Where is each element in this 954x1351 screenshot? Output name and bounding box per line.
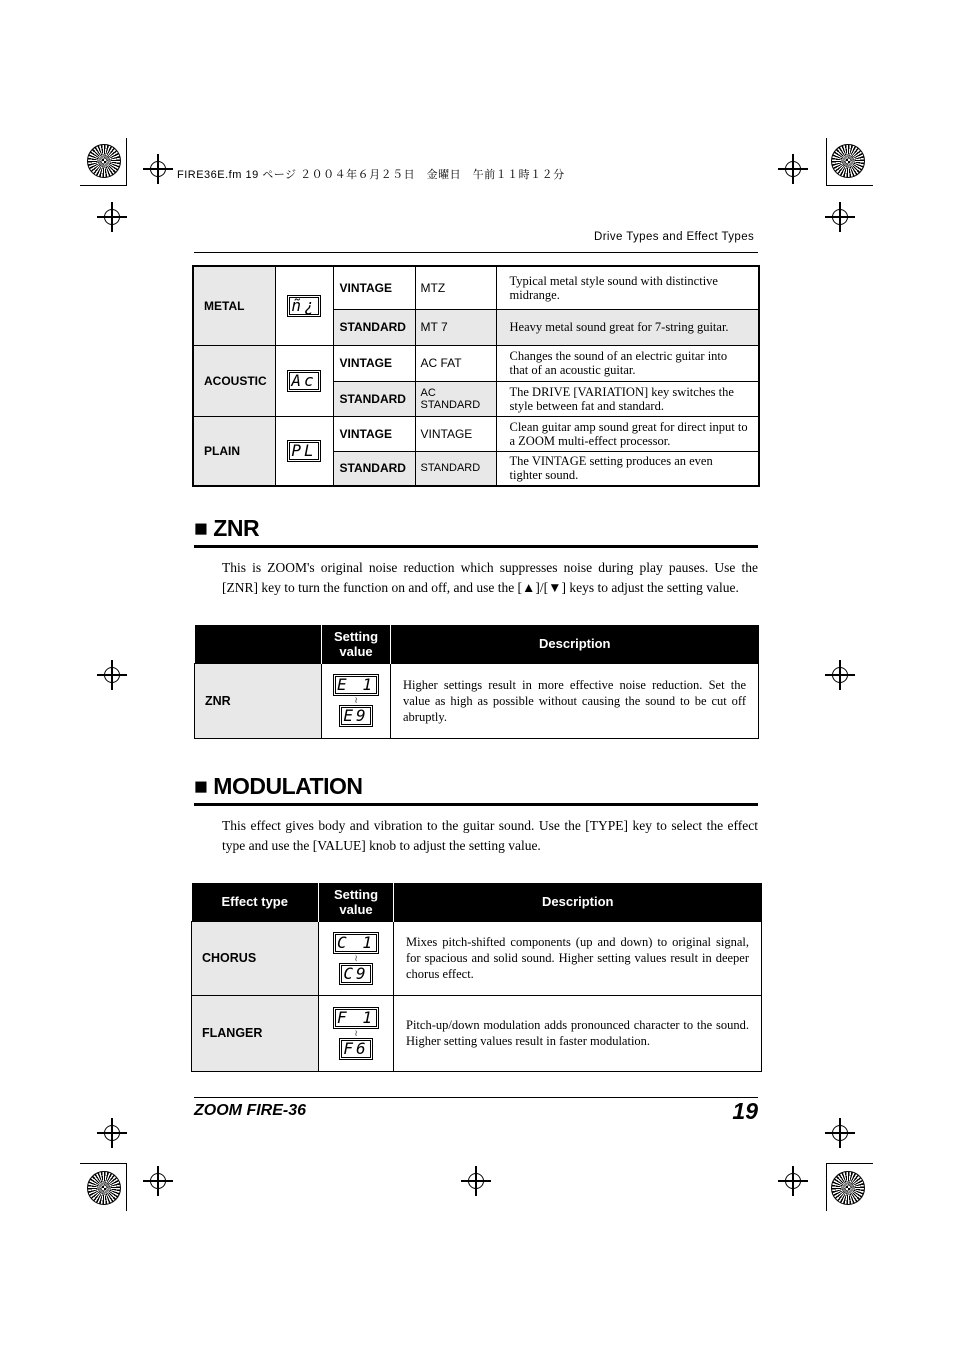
lcd-min: F 1 (333, 1007, 379, 1029)
section-rule (194, 803, 758, 806)
crosshair-mark (785, 1173, 801, 1189)
variation-label: VINTAGE (333, 416, 415, 451)
column-header-setting-value: Setting value (322, 625, 391, 663)
crosshair-mark (468, 1173, 484, 1189)
range-tilde-icon: ≀ (354, 695, 358, 705)
setting-range (322, 663, 391, 738)
lcd-max: C9 (339, 963, 372, 985)
drive-description: Heavy metal sound great for 7-string guitar. (496, 309, 759, 345)
square-bullet-icon: ■ (194, 515, 214, 541)
model-label: AC STANDARD (415, 381, 496, 416)
variation-label: STANDARD (333, 381, 415, 416)
drive-description: Changes the sound of an electric guitar into that of an acoustic guitar. (496, 345, 759, 381)
crosshair-mark (150, 161, 166, 177)
model-label: VINTAGE (415, 416, 496, 451)
effect-description: Pitch-up/down modulation adds pronounced character to the sound. Higher setting values result in faster modulation. (394, 995, 762, 1071)
effect-description: Higher settings result in more effective noise reduction. Set the value as high as possible without causing the sound to be cut off abruptly. (391, 663, 759, 738)
lcd-readout: Ac (287, 370, 320, 392)
crop-mark (126, 138, 127, 186)
registration-wheel-top-right (831, 144, 865, 178)
setting-range (319, 921, 394, 995)
registration-wheel-top-left (87, 144, 121, 178)
drive-description: Typical metal style sound with distinctive midrange. (496, 266, 759, 309)
modulation-table (191, 883, 762, 1072)
lcd-min: C 1 (333, 932, 379, 954)
header-rule (194, 252, 758, 253)
drive-description: The DRIVE [VARIATION] key switches the style between fat and standard. (496, 381, 759, 416)
crop-mark (826, 1163, 873, 1164)
drive-description: The VINTAGE setting produces an even tighter sound. (496, 451, 759, 486)
lcd-display (275, 266, 333, 345)
model-label: MT 7 (415, 309, 496, 345)
footer-product: ZOOM FIRE-36 (194, 1102, 307, 1119)
square-bullet-icon: ■ (194, 773, 214, 799)
modulation-body-text: This effect gives body and vibration to the guitar sound. Use the [TYPE] key to select the effect type and use the [VALUE] knob to adjust the setting value. (222, 818, 758, 853)
effect-name: FLANGER (192, 995, 319, 1071)
variation-label: VINTAGE (333, 266, 415, 309)
drive-description: Clean guitar amp sound great for direct input to a ZOOM multi-effect processor. (496, 416, 759, 451)
drive-type-name: PLAIN (193, 416, 275, 486)
section-rule (194, 545, 758, 548)
effect-name: CHORUS (192, 921, 319, 995)
drive-type-name: METAL (193, 266, 275, 345)
page-number: 19 (732, 1098, 758, 1124)
crosshair-mark (832, 1125, 848, 1141)
range-tilde-icon: ≀ (354, 1027, 358, 1038)
variation-label: STANDARD (333, 309, 415, 345)
crosshair-mark (104, 209, 120, 225)
model-label: AC FAT (415, 345, 496, 381)
lcd-display (275, 345, 333, 416)
effect-description: Mixes pitch-shifted components (up and down) to original signal, for spacious and solid sound. Higher setting values result in deeper chorus effect. (394, 921, 762, 995)
crosshair-mark (104, 1125, 120, 1141)
column-header-description: Description (391, 625, 759, 663)
lcd-readout: ñ¿ (287, 295, 320, 317)
variation-label: VINTAGE (333, 345, 415, 381)
crosshair-mark (150, 1173, 166, 1189)
variation-label: STANDARD (333, 451, 415, 486)
crop-mark (80, 185, 127, 186)
crosshair-mark (832, 667, 848, 683)
crosshair-mark (832, 209, 848, 225)
lcd-min: E 1 (333, 674, 379, 696)
crop-mark (826, 185, 873, 186)
model-label: MTZ (415, 266, 496, 309)
crop-mark (80, 1163, 127, 1164)
lcd-readout: PL (287, 440, 320, 462)
lcd-max: F6 (339, 1038, 372, 1060)
lcd-display (275, 416, 333, 486)
crop-mark (826, 138, 827, 186)
column-header-description: Description (394, 883, 762, 921)
column-header-effect-type: Effect type (192, 883, 319, 921)
column-header-setting-value: Setting value (319, 883, 394, 921)
section-title-modulation: ■ MODULATION (194, 773, 363, 799)
crosshair-mark (104, 667, 120, 683)
effect-name: ZNR (195, 663, 322, 738)
znr-body-text: This is ZOOM's original noise reduction which suppresses noise during play pauses. Use the [ZNR] key to turn the function on and off, and use the [▲]/[▼] keys to adjust the setting value. (222, 560, 758, 595)
column-header (195, 625, 322, 663)
section-title-znr: ■ ZNR (194, 515, 260, 541)
registration-wheel-bottom-left (87, 1171, 121, 1205)
crop-mark (126, 1163, 127, 1211)
footer-rule (194, 1097, 758, 1098)
range-tilde-icon: ≀ (354, 952, 358, 963)
running-head: Drive Types and Effect Types (594, 231, 755, 243)
lcd-max: E9 (339, 705, 372, 727)
drive-type-name: ACOUSTIC (193, 345, 275, 416)
crop-mark (826, 1163, 827, 1211)
file-header: FIRE36E.fm 19 ページ ２００４年６月２５日 金曜日 午前１１時１２分 (177, 169, 565, 181)
crosshair-mark (785, 161, 801, 177)
setting-range (319, 995, 394, 1071)
registration-wheel-bottom-right (831, 1171, 865, 1205)
drive-type-table (192, 265, 760, 487)
znr-table (194, 625, 759, 739)
model-label: STANDARD (415, 451, 496, 486)
